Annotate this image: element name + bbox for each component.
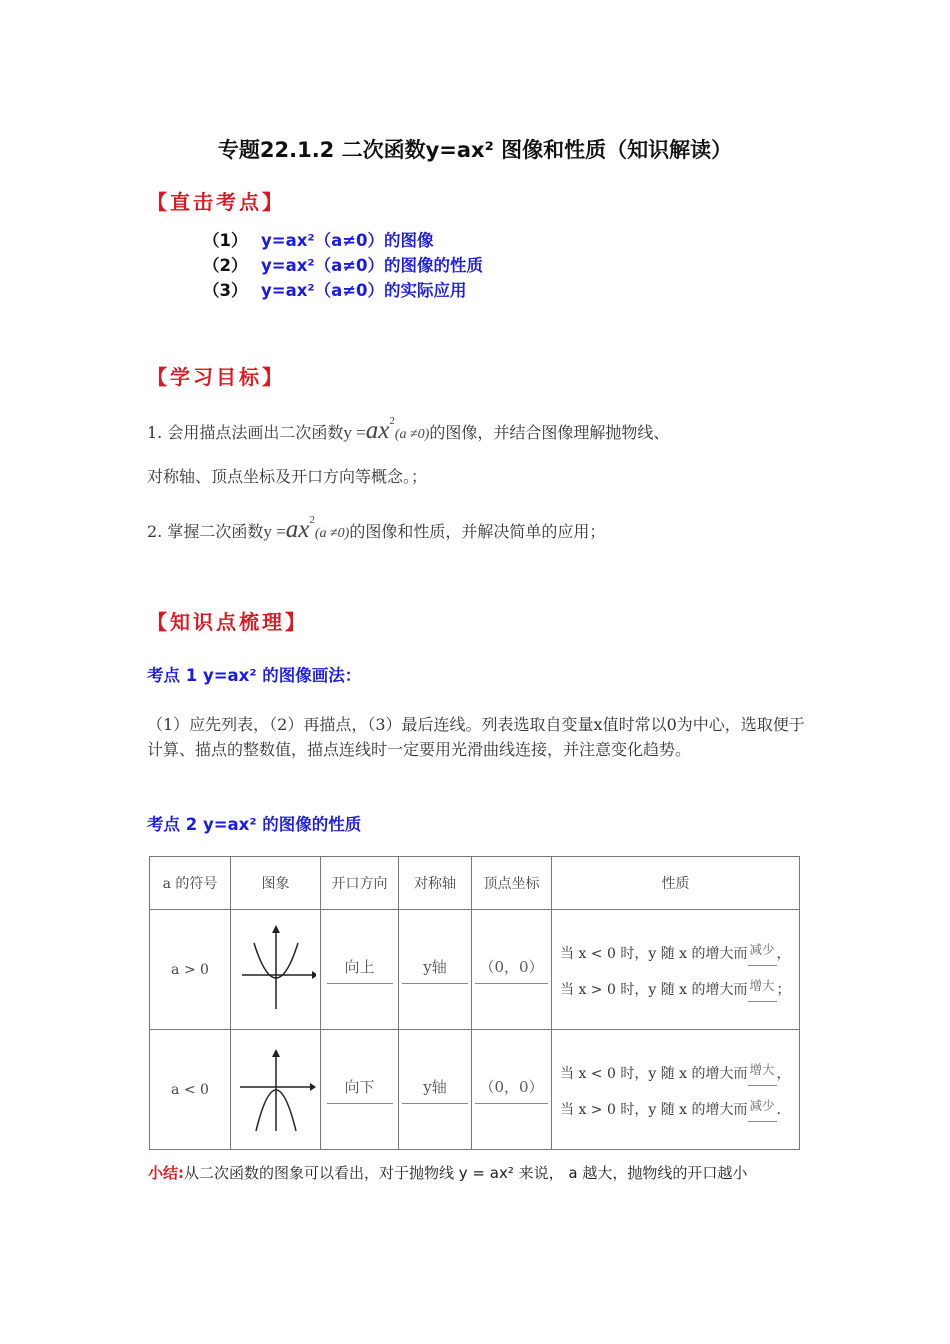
property-text: 当 x < 0 时，y 随 x 的增大而: [560, 945, 748, 962]
property-line-2: [552, 970, 799, 1006]
point-text: y=ax²（a≠0）的图像: [261, 231, 434, 250]
direction-answer: 向上: [327, 956, 393, 984]
header-graph: 图象: [231, 857, 321, 910]
formula-cond: (a ≠0): [394, 427, 430, 442]
summary: [148, 1162, 747, 1183]
cell-graph: [231, 910, 321, 1030]
header-direction: 开口方向: [321, 857, 399, 910]
formula-lhs: y =: [343, 423, 366, 442]
goal-1-suffix: 的图像，并结合图像理解抛物线、: [429, 423, 670, 442]
axis-answer: y轴: [402, 1076, 468, 1104]
cell-axis: [399, 1030, 472, 1150]
cell-graph: [231, 1030, 321, 1150]
summary-text: 从二次函数的图象可以看出，对于抛物线 y = ax² 来说， a 越大，抛物线的开口越小: [184, 1164, 748, 1182]
kp2-heading: 考点 2 y=ax² 的图像的性质: [147, 815, 362, 834]
cell-property: [552, 1030, 800, 1150]
table-row: [150, 1030, 800, 1150]
formula: [343, 415, 430, 444]
axis-answer: y轴: [402, 956, 468, 984]
property-answer: 减少: [748, 934, 777, 966]
goal-2: [147, 514, 605, 544]
cell-direction: [321, 1030, 399, 1150]
goal-1-prefix: 1. 会用描点法画出二次函数: [147, 423, 344, 442]
kp1-body: （1）应先列表，（2）再描点，（3）最后连线。列表选取自变量x值时常以0为中心，选取便于计算、描点的整数值，描点连线时一定要用光滑曲线连接，并注意变化趋势。: [147, 715, 805, 759]
point-item-1: [203, 227, 434, 251]
summary-label: 小结:: [148, 1164, 184, 1182]
point-text: y=ax²（a≠0）的实际应用: [261, 281, 467, 300]
point-item-3: [203, 277, 467, 301]
goal-2-prefix: 2. 掌握二次函数: [147, 522, 264, 541]
formula-ax: ax: [365, 417, 390, 444]
cell-axis: [399, 910, 472, 1030]
property-answer: 增大: [748, 1054, 777, 1086]
property-text: 当 x < 0 时，y 随 x 的增大而: [560, 1065, 748, 1082]
table-header-row: [150, 857, 800, 910]
header-property: 性质: [552, 857, 800, 910]
table-row: [150, 910, 800, 1030]
property-line-2: [552, 1090, 799, 1126]
property-punct: ；: [776, 981, 791, 998]
cell-direction: [321, 910, 399, 1030]
formula-ax: ax: [285, 516, 310, 543]
point-number: （2）: [203, 256, 248, 275]
vertex-answer: （0，0）: [475, 1076, 547, 1104]
formula-cond: (a ≠0): [314, 526, 350, 541]
section-direct-heading: 【直击考点】: [147, 190, 285, 214]
goal-1: [147, 415, 669, 445]
cell-sign: a < 0: [150, 1030, 231, 1150]
property-line-1: [552, 934, 799, 970]
point-number: （1）: [203, 231, 248, 250]
point-text: y=ax²（a≠0）的图像的性质: [261, 256, 484, 275]
property-punct: ，: [776, 945, 791, 962]
property-line-1: [552, 1054, 799, 1090]
formula-lhs: y =: [263, 522, 286, 541]
goal-2-suffix: 的图像和性质，并解决简单的应用；: [349, 522, 606, 541]
vertex-answer: （0，0）: [475, 956, 547, 984]
cell-sign: a > 0: [150, 910, 231, 1030]
property-punct: .: [776, 1101, 781, 1118]
page-title: 专题22.1.2 二次函数y=ax² 图像和性质（知识解读）: [217, 138, 733, 162]
properties-table: [149, 856, 800, 1150]
section-knowledge-heading: 【知识点梳理】: [147, 610, 308, 634]
property-answer: 增大: [748, 970, 777, 1002]
property-text: 当 x > 0 时，y 随 x 的增大而: [560, 981, 748, 998]
header-sign: a 的符号: [150, 857, 231, 910]
parabola-down-graph: [236, 1043, 316, 1133]
parabola-up-graph: [236, 923, 316, 1013]
formula-exp: 2: [389, 415, 395, 427]
header-axis: 对称轴: [399, 857, 472, 910]
cell-vertex: [472, 910, 552, 1030]
property-answer: 减少: [748, 1090, 777, 1122]
cell-property: [552, 910, 800, 1030]
kp1-heading: 考点 1 y=ax² 的图像画法：: [147, 666, 362, 685]
formula: [263, 514, 350, 543]
cell-vertex: [472, 1030, 552, 1150]
property-text: 当 x > 0 时，y 随 x 的增大而: [560, 1101, 748, 1118]
point-number: （3）: [203, 281, 248, 300]
goal-1-line2: 对称轴、顶点坐标及开口方向等概念。；: [147, 467, 428, 486]
direction-answer: 向下: [327, 1076, 393, 1104]
header-vertex: 顶点坐标: [472, 857, 552, 910]
property-punct: ，: [776, 1065, 791, 1082]
point-item-2: [203, 252, 483, 276]
section-goals-heading: 【学习目标】: [147, 365, 285, 389]
formula-exp: 2: [309, 514, 315, 526]
